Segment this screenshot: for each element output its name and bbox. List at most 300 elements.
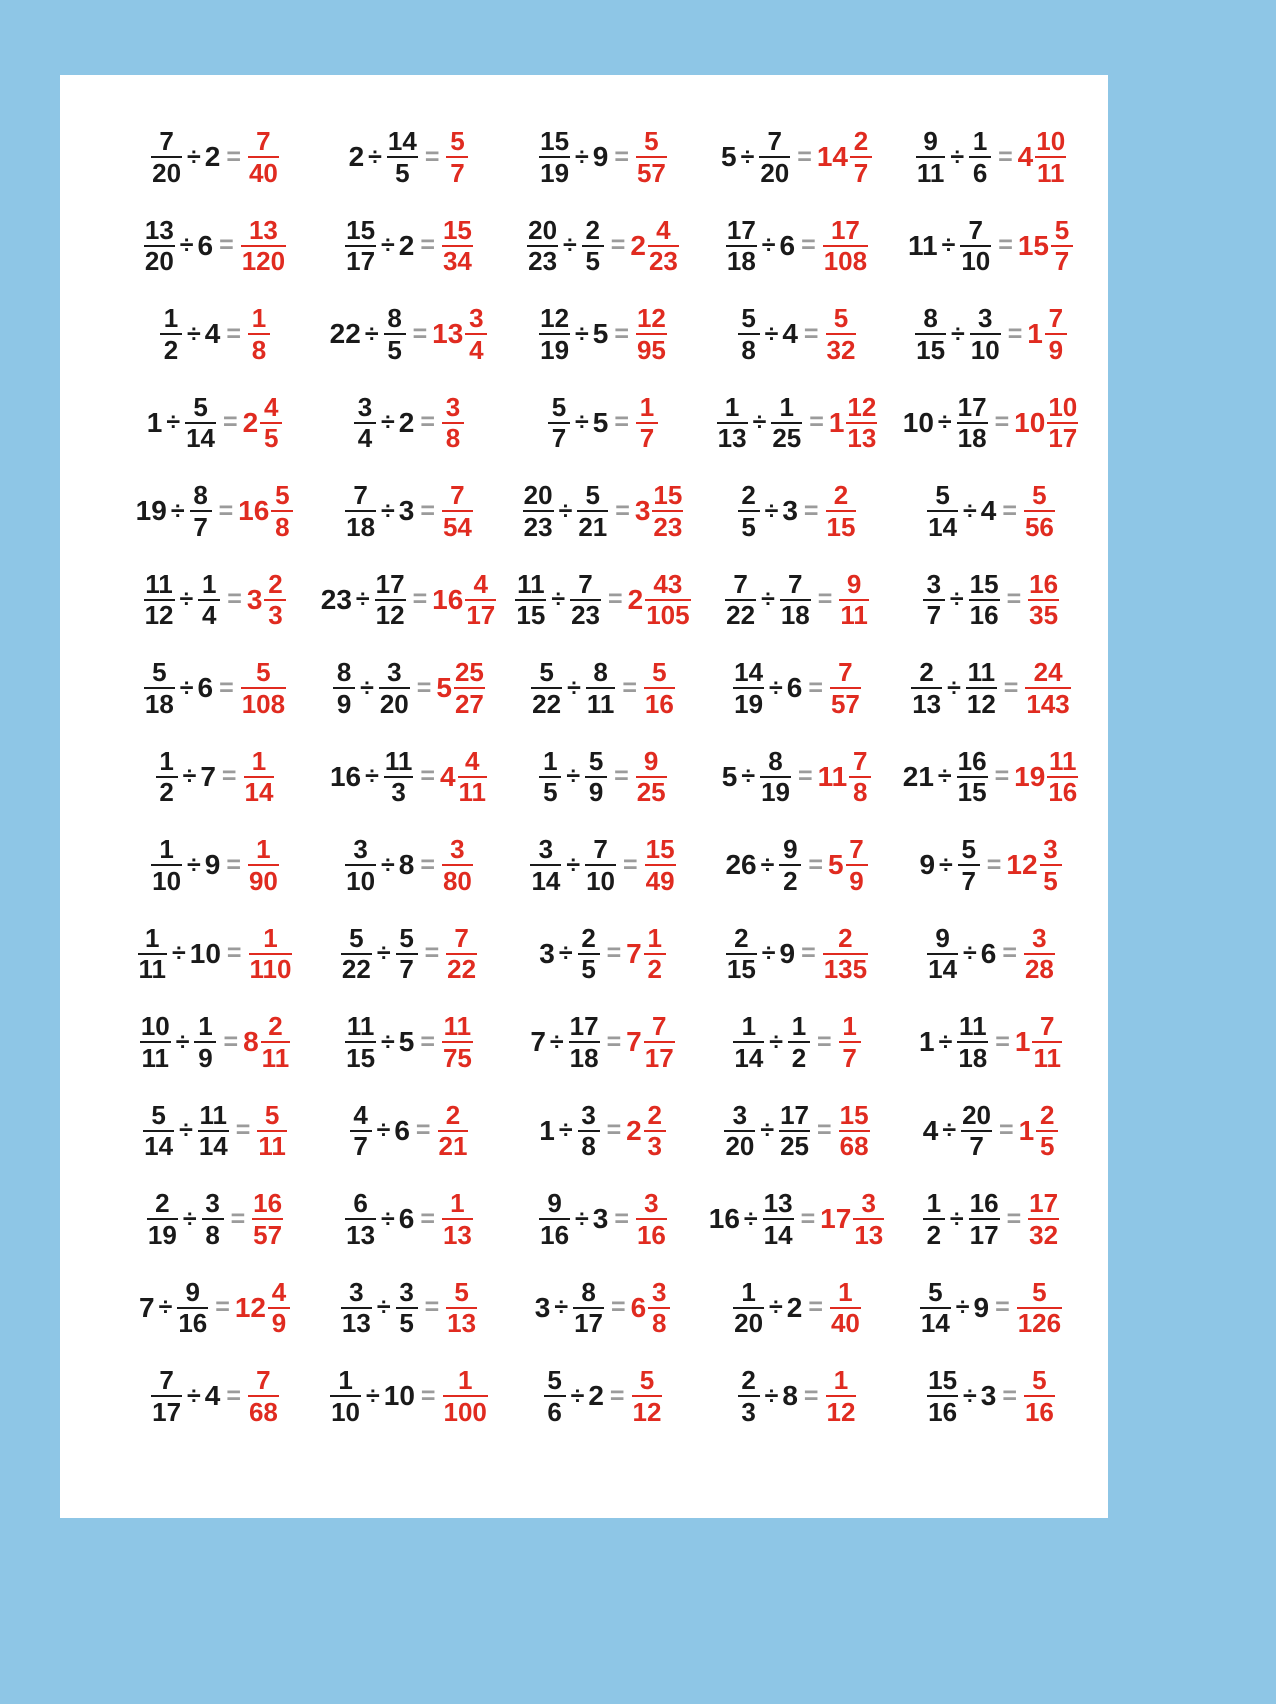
ans-numerator: 1 <box>833 1365 849 1396</box>
equals-operator: = <box>800 1204 816 1233</box>
rhs-numerator: 14 <box>387 126 417 157</box>
ans-numerator: 11 <box>443 1011 472 1042</box>
ans-numerator: 15 <box>653 480 683 511</box>
ans-numerator: 7 <box>852 745 868 776</box>
ans-whole-part: 5 <box>827 849 844 881</box>
ans-denominator: 75 <box>442 1042 472 1073</box>
ans-numerator: 16 <box>253 1188 283 1219</box>
rhs-integer: 10 <box>383 1380 415 1412</box>
lhs-numerator: 7 <box>159 1365 174 1396</box>
problem-expression <box>721 745 873 808</box>
ans-fraction <box>837 568 871 631</box>
rhs-denominator: 19 <box>761 777 790 808</box>
ans-numerator: 2 <box>647 1099 662 1130</box>
ans-denominator: 57 <box>830 688 860 719</box>
rhs-integer: 6 <box>786 672 803 704</box>
ans-numerator: 16 <box>1029 568 1059 599</box>
ans-numerator: 2 <box>268 568 283 599</box>
ans-numerator: 5 <box>652 657 667 688</box>
ans-mixed-number <box>626 1099 668 1162</box>
rhs-numerator: 7 <box>767 126 782 157</box>
ans-numerator: 5 <box>644 126 659 157</box>
rhs-numerator: 11 <box>199 1099 228 1130</box>
ans-numerator: 5 <box>1032 1365 1047 1396</box>
rhs-numerator: 17 <box>569 1011 599 1042</box>
problem-expression <box>529 659 677 717</box>
rhs-fraction <box>959 1099 994 1162</box>
ans-fraction <box>634 305 669 363</box>
rhs-denominator: 25 <box>772 423 802 454</box>
rhs-numerator: 7 <box>788 568 803 599</box>
problem-expression <box>348 1099 471 1162</box>
ans-denominator: 8 <box>651 1308 667 1339</box>
ans-fraction <box>1022 1367 1057 1425</box>
lhs-denominator: 19 <box>540 334 570 365</box>
ans-numerator: 2 <box>268 1011 283 1042</box>
lhs-numerator: 7 <box>353 480 368 511</box>
problem-expression <box>736 1367 859 1425</box>
division-operator: ÷ <box>764 1381 779 1410</box>
ans-fraction <box>440 214 475 277</box>
ans-numerator: 10 <box>1036 126 1066 157</box>
lhs-numerator: 14 <box>734 657 764 688</box>
lhs-fraction <box>909 659 944 717</box>
rhs-denominator: 8 <box>205 1219 220 1250</box>
ans-fraction <box>440 1190 475 1248</box>
lhs-numerator: 2 <box>155 1188 170 1219</box>
lhs-fraction <box>537 128 572 186</box>
equals-operator: = <box>995 1027 1010 1056</box>
ans-fraction-part <box>258 391 284 454</box>
division-operator: ÷ <box>769 1293 783 1322</box>
lhs-numerator: 1 <box>159 745 174 776</box>
rhs-fraction <box>175 1276 210 1339</box>
ans-denominator: 108 <box>241 688 286 719</box>
lhs-denominator: 18 <box>346 511 376 542</box>
ans-denominator: 95 <box>636 334 666 365</box>
problem-expression <box>925 922 1057 985</box>
division-operator: ÷ <box>963 496 977 525</box>
lhs-numerator: 1 <box>338 1365 353 1396</box>
equals-operator: = <box>424 939 440 968</box>
ans-fraction <box>1023 659 1072 717</box>
rhs-integer: 8 <box>398 849 415 881</box>
ans-numerator: 12 <box>847 391 877 422</box>
rhs-denominator: 7 <box>969 1131 984 1162</box>
rhs-fraction <box>777 836 803 894</box>
ans-fraction <box>440 1013 475 1071</box>
lhs-fraction <box>138 1013 173 1071</box>
ans-denominator: 27 <box>454 688 484 719</box>
ans-numerator: 7 <box>838 657 853 688</box>
problem-expression <box>528 836 677 894</box>
ans-denominator: 56 <box>1024 511 1054 542</box>
ans-fraction <box>444 128 470 186</box>
lhs-denominator: 2 <box>926 1219 942 1250</box>
equals-operator: = <box>994 762 1010 791</box>
lhs-denominator: 16 <box>540 1219 570 1250</box>
rhs-fraction <box>777 1099 812 1162</box>
ans-mixed-number <box>1015 1013 1064 1071</box>
ans-numerator: 43 <box>653 568 683 599</box>
ans-whole-part: 11 <box>817 760 848 792</box>
lhs-numerator: 1 <box>741 1276 756 1307</box>
ans-fraction-part <box>844 836 870 894</box>
lhs-denominator: 18 <box>726 246 756 277</box>
ans-denominator: 9 <box>849 865 864 896</box>
rhs-integer: 5 <box>398 1026 415 1058</box>
rhs-integer: 2 <box>398 229 415 261</box>
lhs-fraction <box>724 214 759 277</box>
ans-numerator: 1 <box>838 1276 853 1307</box>
ans-mixed-number <box>630 1276 673 1339</box>
division-operator: ÷ <box>376 939 391 968</box>
ans-fraction <box>440 836 475 894</box>
division-operator: ÷ <box>947 673 961 702</box>
lhs-fraction <box>343 482 378 540</box>
lhs-fraction <box>343 1190 378 1248</box>
ans-numerator: 11 <box>1049 745 1077 776</box>
lhs-denominator: 17 <box>346 246 376 277</box>
ans-denominator: 25 <box>636 777 666 808</box>
ans-denominator: 40 <box>248 157 278 188</box>
ans-denominator: 21 <box>438 1131 468 1162</box>
equals-operator: = <box>610 231 626 260</box>
ans-numerator: 24 <box>1033 657 1063 688</box>
division-operator: ÷ <box>575 142 589 171</box>
rhs-numerator: 8 <box>193 480 208 511</box>
rhs-integer: 4 <box>204 318 221 350</box>
equals-operator: = <box>817 1116 832 1145</box>
ans-mixed-number <box>1017 214 1075 277</box>
lhs-denominator: 19 <box>147 1219 177 1250</box>
equals-operator: = <box>998 231 1013 260</box>
lhs-denominator: 8 <box>741 334 756 365</box>
rhs-numerator: 5 <box>193 391 208 422</box>
ans-numerator: 5 <box>454 1276 469 1307</box>
ans-numerator: 7 <box>1039 1011 1055 1042</box>
problem-expression <box>538 1099 668 1162</box>
lhs-fraction <box>352 391 378 454</box>
lhs-denominator: 5 <box>543 777 558 808</box>
lhs-numerator: 1 <box>724 391 740 422</box>
ans-whole-part: 16 <box>432 583 464 615</box>
ans-numerator: 3 <box>651 1276 667 1307</box>
rhs-integer: 6 <box>197 229 214 261</box>
ans-numerator: 3 <box>644 1188 659 1219</box>
problem-expression <box>146 391 284 454</box>
rhs-denominator: 17 <box>969 1219 999 1250</box>
lhs-numerator: 5 <box>539 657 554 688</box>
rhs-numerator: 20 <box>962 1099 992 1130</box>
lhs-fraction <box>925 482 960 540</box>
lhs-fraction <box>154 745 180 808</box>
division-operator: ÷ <box>365 762 379 791</box>
ans-fraction-part <box>259 1013 293 1071</box>
ans-numerator: 4 <box>465 745 480 776</box>
problem-expression <box>136 922 295 985</box>
problem-expression <box>537 128 669 186</box>
problem-expression <box>339 922 479 985</box>
lhs-numerator: 15 <box>928 1365 958 1396</box>
ans-numerator: 4 <box>656 214 671 245</box>
rhs-denominator: 16 <box>969 600 999 631</box>
problem-expression <box>914 128 1068 186</box>
problem-expression <box>142 659 288 717</box>
ans-denominator: 80 <box>442 865 472 896</box>
lhs-fraction <box>145 1190 180 1248</box>
lhs-fraction <box>723 568 758 631</box>
problem-expression <box>154 745 277 808</box>
equals-operator: = <box>223 408 238 437</box>
rhs-denominator: 6 <box>972 157 988 188</box>
equals-operator: = <box>622 673 637 702</box>
ans-fraction <box>1022 922 1057 985</box>
ans-numerator: 5 <box>450 126 465 157</box>
rhs-numerator: 2 <box>581 922 596 953</box>
rhs-fraction <box>757 128 792 186</box>
problem-expression <box>537 745 668 808</box>
ans-denominator: 23 <box>653 511 683 542</box>
lhs-integer: 5 <box>721 141 737 173</box>
ans-whole-part: 17 <box>820 1203 852 1235</box>
problem-expression <box>145 1190 285 1248</box>
rhs-fraction <box>769 391 804 454</box>
division-operator: ÷ <box>187 1381 201 1410</box>
division-operator: ÷ <box>355 585 370 614</box>
ans-denominator: 120 <box>241 246 286 277</box>
rhs-numerator: 11 <box>384 745 413 776</box>
rhs-integer: 6 <box>398 1203 415 1235</box>
equals-operator: = <box>218 496 234 525</box>
lhs-numerator: 11 <box>517 568 545 599</box>
equals-operator: = <box>797 142 812 171</box>
lhs-fraction <box>731 659 766 717</box>
problem-expression <box>537 1190 669 1248</box>
lhs-denominator: 5 <box>741 511 756 542</box>
rhs-numerator: 5 <box>399 922 414 953</box>
equals-operator: = <box>215 1293 230 1322</box>
lhs-numerator: 3 <box>732 1099 748 1130</box>
rhs-denominator: 18 <box>780 600 810 631</box>
ans-mixed-number <box>626 922 668 985</box>
problem-expression <box>736 482 859 540</box>
rhs-integer: 5 <box>592 318 609 350</box>
ans-mixed-number <box>828 391 880 454</box>
rhs-denominator: 7 <box>399 954 414 985</box>
ans-mixed-number <box>1014 391 1080 454</box>
lhs-denominator: 4 <box>357 423 373 454</box>
lhs-fraction <box>348 1099 374 1162</box>
equals-operator: = <box>416 673 432 702</box>
division-operator: ÷ <box>166 408 181 437</box>
division-operator: ÷ <box>182 1204 197 1233</box>
lhs-integer: 16 <box>708 1203 740 1235</box>
ans-denominator: 4 <box>469 334 484 365</box>
rhs-integer: 10 <box>189 937 221 969</box>
lhs-fraction <box>149 1367 184 1425</box>
problem-expression <box>902 391 1081 454</box>
ans-denominator: 7 <box>450 157 465 188</box>
ans-fraction-part <box>1043 305 1069 363</box>
lhs-fraction <box>921 1190 947 1248</box>
division-operator: ÷ <box>376 1116 391 1145</box>
ans-fraction <box>824 305 859 363</box>
ans-mixed-number <box>242 391 285 454</box>
equals-operator: = <box>1006 585 1022 614</box>
ans-fraction-part <box>1049 214 1075 277</box>
division-operator: ÷ <box>938 1027 953 1056</box>
ans-numerator: 1 <box>450 1188 465 1219</box>
lhs-numerator: 2 <box>741 480 756 511</box>
ans-fraction-part <box>646 214 681 277</box>
lhs-numerator: 3 <box>926 568 942 599</box>
lhs-fraction <box>724 922 759 985</box>
equals-operator: = <box>424 1293 440 1322</box>
equals-operator: = <box>219 673 234 702</box>
ans-numerator: 1 <box>647 922 662 953</box>
problem-expression <box>348 128 471 186</box>
rhs-numerator: 11 <box>967 657 996 688</box>
ans-numerator: 4 <box>271 1276 287 1307</box>
equals-operator: = <box>219 231 234 260</box>
lhs-fraction <box>925 1367 960 1425</box>
ans-numerator: 3 <box>445 391 461 422</box>
division-operator: ÷ <box>939 850 953 879</box>
lhs-numerator: 9 <box>935 922 950 953</box>
division-operator: ÷ <box>963 1381 977 1410</box>
lhs-integer: 22 <box>329 318 361 350</box>
lhs-denominator: 15 <box>346 1042 376 1073</box>
equals-operator: = <box>808 673 823 702</box>
rhs-fraction <box>580 214 606 277</box>
ans-numerator: 15 <box>839 1099 869 1130</box>
rhs-fraction <box>778 568 813 631</box>
ans-fraction <box>440 482 475 540</box>
equals-operator: = <box>614 1204 629 1233</box>
rhs-fraction <box>583 745 609 808</box>
ans-numerator: 1 <box>251 745 267 776</box>
lhs-fraction <box>546 391 572 454</box>
equals-operator: = <box>609 1381 625 1410</box>
equals-operator: = <box>1002 496 1017 525</box>
equals-operator: = <box>226 142 241 171</box>
lhs-numerator: 20 <box>523 480 553 511</box>
lhs-integer: 1 <box>146 406 163 438</box>
equals-operator: = <box>986 850 1002 879</box>
problem-expression <box>343 1190 475 1248</box>
ans-fraction <box>821 922 870 985</box>
ans-denominator: 8 <box>445 423 461 454</box>
ans-denominator: 126 <box>1017 1308 1062 1339</box>
ans-fraction <box>634 128 669 186</box>
rhs-numerator: 1 <box>779 391 794 422</box>
lhs-numerator: 4 <box>353 1099 368 1130</box>
ans-denominator: 9 <box>1048 334 1064 365</box>
rhs-numerator: 5 <box>588 745 604 776</box>
ans-numerator: 3 <box>1043 834 1058 865</box>
problem-expression <box>525 214 681 277</box>
lhs-numerator: 5 <box>349 922 364 953</box>
ans-denominator: 13 <box>447 1308 477 1339</box>
lhs-integer: 10 <box>902 406 934 438</box>
rhs-fraction <box>576 922 602 985</box>
lhs-denominator: 19 <box>540 157 570 188</box>
ans-denominator: 13 <box>847 423 877 454</box>
ans-fraction-part <box>1030 1013 1064 1071</box>
division-operator: ÷ <box>743 1204 758 1233</box>
equals-operator: = <box>235 1116 251 1145</box>
rhs-integer: 8 <box>782 1380 798 1412</box>
ans-numerator: 7 <box>849 834 864 865</box>
lhs-denominator: 7 <box>926 600 942 631</box>
ans-numerator: 7 <box>454 922 469 953</box>
lhs-integer: 1 <box>539 1114 555 1146</box>
division-operator: ÷ <box>937 408 952 437</box>
rhs-fraction <box>571 1276 606 1339</box>
problem-expression <box>724 922 870 985</box>
ans-denominator: 11 <box>1036 157 1065 188</box>
ans-fraction <box>1026 568 1061 631</box>
ans-mixed-number <box>432 305 489 363</box>
ans-whole-part: 13 <box>432 318 464 350</box>
ans-denominator: 100 <box>443 1396 487 1427</box>
problem-expression <box>352 391 466 454</box>
lhs-fraction <box>918 1276 953 1339</box>
ans-denominator: 12 <box>632 1396 662 1427</box>
lhs-numerator: 1 <box>543 745 558 776</box>
division-operator: ÷ <box>381 231 395 260</box>
equals-operator: = <box>424 142 440 171</box>
ans-fraction <box>444 922 479 985</box>
rhs-integer: 4 <box>980 495 997 527</box>
equals-operator: = <box>1002 1381 1017 1410</box>
ans-denominator: 12 <box>826 1396 856 1427</box>
lhs-fraction <box>141 1099 176 1162</box>
equals-operator: = <box>221 762 237 791</box>
ans-fraction <box>246 836 281 894</box>
ans-denominator: 34 <box>442 246 472 277</box>
rhs-denominator: 12 <box>375 600 405 631</box>
ans-whole-part: 4 <box>439 760 456 792</box>
rhs-integer: 3 <box>592 1203 609 1235</box>
ans-denominator: 16 <box>1048 777 1078 808</box>
problem-expression <box>723 568 871 631</box>
lhs-denominator: 20 <box>734 1308 764 1339</box>
ans-denominator: 11 <box>840 600 868 631</box>
rhs-integer: 9 <box>204 849 221 881</box>
ans-whole-part: 16 <box>238 495 270 527</box>
rhs-fraction <box>967 568 1002 631</box>
division-operator: ÷ <box>381 1204 395 1233</box>
equals-operator: = <box>803 1381 819 1410</box>
rhs-numerator: 13 <box>763 1188 793 1219</box>
lhs-numerator: 5 <box>151 1099 166 1130</box>
rhs-numerator: 15 <box>969 568 999 599</box>
ans-numerator: 15 <box>645 834 675 865</box>
lhs-numerator: 9 <box>547 1188 562 1219</box>
equals-operator: = <box>420 408 435 437</box>
ans-numerator: 5 <box>1032 1276 1047 1307</box>
lhs-numerator: 15 <box>346 214 376 245</box>
rhs-fraction <box>955 745 990 808</box>
lhs-fraction <box>328 1367 363 1425</box>
equals-operator: = <box>614 319 629 348</box>
lhs-numerator: 2 <box>741 1365 756 1396</box>
ans-mixed-number <box>246 568 289 631</box>
division-operator: ÷ <box>566 762 581 791</box>
equals-operator: = <box>420 850 435 879</box>
